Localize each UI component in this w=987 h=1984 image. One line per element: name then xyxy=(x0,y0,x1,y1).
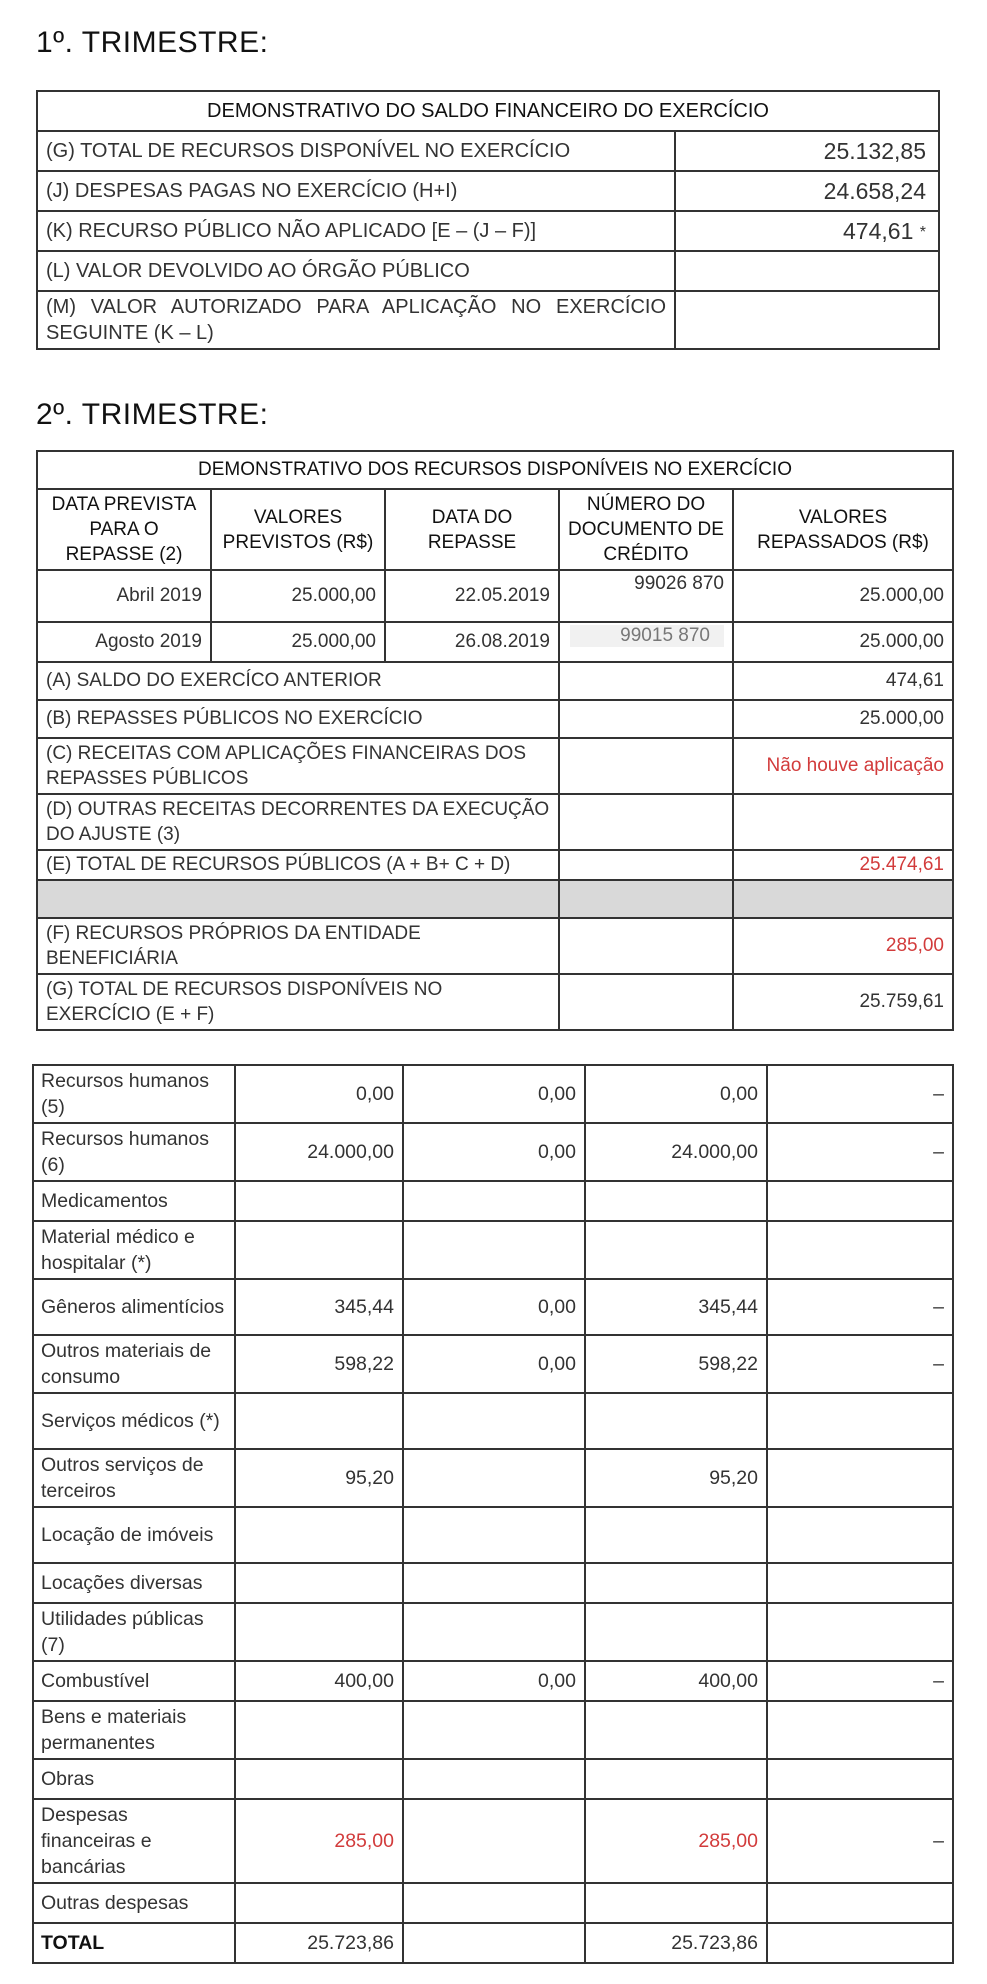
row-label: (L) VALOR DEVOLVIDO AO ÓRGÃO PÚBLICO xyxy=(37,251,675,291)
repasse-data: 22.05.2019 xyxy=(385,570,559,622)
expense-value xyxy=(235,1181,403,1221)
expense-value xyxy=(235,1883,403,1923)
table-row xyxy=(33,1181,953,1221)
expense-value xyxy=(767,1393,953,1449)
table-row xyxy=(33,1123,953,1181)
table-title: DEMONSTRATIVO DOS RECURSOS DISPONÍVEIS NO EXERCÍCIO xyxy=(37,451,953,489)
expense-value xyxy=(235,1507,403,1563)
expense-value xyxy=(767,1701,953,1759)
expense-value xyxy=(403,1181,585,1221)
row-label: (G) TOTAL DE RECURSOS DISPONÍVEL NO EXERCÍCIO xyxy=(37,131,675,171)
expense-value xyxy=(235,1603,403,1661)
expense-value xyxy=(403,1393,585,1449)
expense-value xyxy=(403,1883,585,1923)
summary-value: 25.474,61 xyxy=(733,850,953,880)
expense-value xyxy=(403,1563,585,1603)
expense-label: Outras despesas xyxy=(33,1883,235,1923)
summary-label: (C) RECEITAS COM APLICAÇÕES FINANCEIRAS DOS REPASSES PÚBLICOS xyxy=(37,738,559,794)
expense-label: Material médico e hospitalar (*) xyxy=(33,1221,235,1279)
row-label: (M) VALOR AUTORIZADO PARA APLICAÇÃO NO EXERCÍCIO SEGUINTE (K – L) xyxy=(37,291,675,349)
despesas-table xyxy=(32,1064,954,1964)
row-value: 24.658,24 xyxy=(675,171,939,211)
expense-value: 0,00 xyxy=(403,1065,585,1123)
header-data-repasse: DATA DO REPASSE xyxy=(385,489,559,570)
table-row xyxy=(33,1883,953,1923)
expense-value: 24.000,00 xyxy=(235,1123,403,1181)
expense-value: 0,00 xyxy=(403,1279,585,1335)
table-row xyxy=(33,1759,953,1799)
expense-label: Despesas financeiras e bancárias xyxy=(33,1799,235,1883)
summary-value: 474,61 xyxy=(733,662,953,700)
filler-row xyxy=(37,880,559,918)
row-label: (J) DESPESAS PAGAS NO EXERCÍCIO (H+I) xyxy=(37,171,675,211)
header-valores-repassados: VALORES REPASSADOS (R$) xyxy=(733,489,953,570)
row-value xyxy=(675,291,939,349)
expense-value: – xyxy=(767,1335,953,1393)
expense-value xyxy=(585,1883,767,1923)
repasse-data-prevista: Agosto 2019 xyxy=(37,622,211,662)
filler-cell xyxy=(559,880,733,918)
expense-value xyxy=(235,1563,403,1603)
table-row xyxy=(33,1661,953,1701)
row-value-cell xyxy=(675,211,939,251)
summary-value: 285,00 xyxy=(733,918,953,974)
expense-value xyxy=(585,1507,767,1563)
expense-value xyxy=(585,1181,767,1221)
summary-empty xyxy=(559,662,733,700)
expense-label: Locação de imóveis xyxy=(33,1507,235,1563)
table-row xyxy=(33,1279,953,1335)
expense-value: 345,44 xyxy=(235,1279,403,1335)
section1-title: 1º. TRIMESTRE: xyxy=(36,26,269,59)
total-label: TOTAL xyxy=(33,1923,235,1963)
table-row xyxy=(33,1393,953,1449)
expense-label: Outros materiais de consumo xyxy=(33,1335,235,1393)
expense-value xyxy=(403,1799,585,1883)
expense-value xyxy=(767,1181,953,1221)
summary-empty xyxy=(559,918,733,974)
expense-label: Combustível xyxy=(33,1661,235,1701)
summary-label: (A) SALDO DO EXERCÍCO ANTERIOR xyxy=(37,662,559,700)
table-row xyxy=(33,1603,953,1661)
table-title: DEMONSTRATIVO DO SALDO FINANCEIRO DO EXERCÍCIO xyxy=(37,91,939,131)
total-value xyxy=(403,1923,585,1963)
expense-label: Serviços médicos (*) xyxy=(33,1393,235,1449)
row-value xyxy=(675,251,939,291)
expense-label: Outros serviços de terceiros xyxy=(33,1449,235,1507)
expense-value xyxy=(403,1449,585,1507)
section2-title: 2º. TRIMESTRE: xyxy=(36,398,269,431)
expense-value: 0,00 xyxy=(585,1065,767,1123)
table-row xyxy=(33,1563,953,1603)
repasse-documento: 99026 870 xyxy=(559,570,733,622)
expense-value xyxy=(585,1603,767,1661)
repasse-valor-previsto: 25.000,00 xyxy=(211,622,385,662)
expense-value xyxy=(403,1221,585,1279)
summary-value xyxy=(733,794,953,850)
expense-value: 24.000,00 xyxy=(585,1123,767,1181)
expense-label: Locações diversas xyxy=(33,1563,235,1603)
expense-label: Gêneros alimentícios xyxy=(33,1279,235,1335)
repasse-documento: 99015 870 xyxy=(570,625,724,647)
expense-value xyxy=(767,1603,953,1661)
expense-value: 598,22 xyxy=(585,1335,767,1393)
table-row xyxy=(33,1507,953,1563)
expense-value xyxy=(403,1701,585,1759)
expense-label: Obras xyxy=(33,1759,235,1799)
expense-value xyxy=(585,1701,767,1759)
expense-value xyxy=(403,1603,585,1661)
total-value xyxy=(767,1923,953,1963)
expense-label: Utilidades públicas (7) xyxy=(33,1603,235,1661)
header-data-prevista: DATA PREVISTA PARA O REPASSE (2) xyxy=(37,489,211,570)
expense-value: – xyxy=(767,1799,953,1883)
summary-label: (F) RECURSOS PRÓPRIOS DA ENTIDADE BENEFICIÁRIA xyxy=(37,918,559,974)
expense-value xyxy=(767,1449,953,1507)
total-value: 25.723,86 xyxy=(585,1923,767,1963)
table-row xyxy=(33,1701,953,1759)
summary-empty xyxy=(559,700,733,738)
expense-label: Medicamentos xyxy=(33,1181,235,1221)
expense-value xyxy=(403,1759,585,1799)
summary-empty xyxy=(559,850,733,880)
expense-label: Recursos humanos (6) xyxy=(33,1123,235,1181)
table-row xyxy=(33,1449,953,1507)
total-value: 25.723,86 xyxy=(235,1923,403,1963)
expense-value: 0,00 xyxy=(403,1123,585,1181)
header-valores-previstos: VALORES PREVISTOS (R$) xyxy=(211,489,385,570)
expense-value: 400,00 xyxy=(585,1661,767,1701)
expense-value xyxy=(235,1759,403,1799)
filler-cell xyxy=(733,880,953,918)
expense-value: 285,00 xyxy=(235,1799,403,1883)
expense-value xyxy=(235,1701,403,1759)
saldo-financeiro-table xyxy=(36,90,940,350)
table-row xyxy=(33,1221,953,1279)
expense-label: Recursos humanos (5) xyxy=(33,1065,235,1123)
repasse-data-prevista: Abril 2019 xyxy=(37,570,211,622)
summary-label: (D) OUTRAS RECEITAS DECORRENTES DA EXECUÇÃO DO AJUSTE (3) xyxy=(37,794,559,850)
expense-value: 285,00 xyxy=(585,1799,767,1883)
expense-value: 95,20 xyxy=(235,1449,403,1507)
expense-value xyxy=(585,1759,767,1799)
despesas-body xyxy=(33,1065,953,1963)
expense-value: – xyxy=(767,1123,953,1181)
summary-value: 25.759,61 xyxy=(733,974,953,1030)
summary-empty xyxy=(559,794,733,850)
row-label: (K) RECURSO PÚBLICO NÃO APLICADO [E – (J – F)] xyxy=(37,211,675,251)
expense-value: 598,22 xyxy=(235,1335,403,1393)
table-row xyxy=(33,1065,953,1123)
expense-value xyxy=(767,1221,953,1279)
row-value: 25.132,85 xyxy=(675,131,939,171)
expense-value: 0,00 xyxy=(235,1065,403,1123)
expense-value xyxy=(767,1759,953,1799)
repasse-data: 26.08.2019 xyxy=(385,622,559,662)
expense-value: – xyxy=(767,1065,953,1123)
summary-label: (E) TOTAL DE RECURSOS PÚBLICOS (A + B+ C + D) xyxy=(37,850,559,880)
expense-value xyxy=(403,1507,585,1563)
expense-value xyxy=(235,1393,403,1449)
total-row xyxy=(33,1923,953,1963)
expense-label: Bens e materiais permanentes xyxy=(33,1701,235,1759)
recursos-disponiveis-table xyxy=(36,450,954,1031)
table-row xyxy=(33,1335,953,1393)
expense-value: 0,00 xyxy=(403,1335,585,1393)
repasse-valor-repassado: 25.000,00 xyxy=(733,570,953,622)
expense-value xyxy=(235,1221,403,1279)
expense-value: – xyxy=(767,1661,953,1701)
expense-value: 95,20 xyxy=(585,1449,767,1507)
expense-value: – xyxy=(767,1279,953,1335)
summary-empty xyxy=(559,738,733,794)
asterisk-mark: * xyxy=(919,223,926,241)
expense-value xyxy=(767,1563,953,1603)
summary-label: (B) REPASSES PÚBLICOS NO EXERCÍCIO xyxy=(37,700,559,738)
summary-value: Não houve aplicação xyxy=(733,738,953,794)
expense-value: 345,44 xyxy=(585,1279,767,1335)
expense-value xyxy=(585,1221,767,1279)
table-row xyxy=(33,1799,953,1883)
expense-value: 400,00 xyxy=(235,1661,403,1701)
header-numero-documento: NÚMERO DO DOCUMENTO DE CRÉDITO xyxy=(559,489,733,570)
expense-value xyxy=(767,1883,953,1923)
summary-value: 25.000,00 xyxy=(733,700,953,738)
expense-value xyxy=(767,1507,953,1563)
summary-label: (G) TOTAL DE RECURSOS DISPONÍVEIS NO EXERCÍCIO (E + F) xyxy=(37,974,559,1030)
expense-value xyxy=(585,1393,767,1449)
summary-empty xyxy=(559,974,733,1030)
row-value: 474,61 xyxy=(843,217,914,244)
repasse-valor-repassado: 25.000,00 xyxy=(733,622,953,662)
expense-value xyxy=(585,1563,767,1603)
repasse-valor-previsto: 25.000,00 xyxy=(211,570,385,622)
expense-value: 0,00 xyxy=(403,1661,585,1701)
repasse-documento-cell xyxy=(559,622,733,662)
